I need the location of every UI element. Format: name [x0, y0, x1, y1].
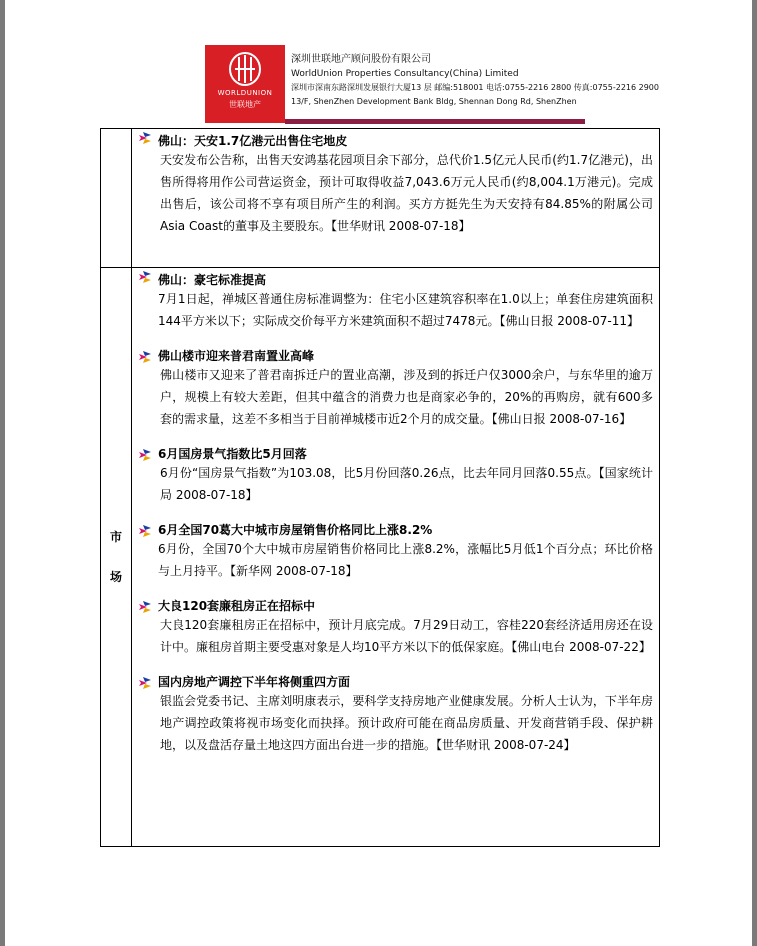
news-table [100, 128, 660, 847]
document-page [5, 0, 752, 946]
news-title: 佛山楼市迎来普君南置业高峰 [158, 349, 315, 363]
table-row [101, 129, 660, 268]
section-label-cell [101, 129, 132, 268]
arrow-bullet-icon [138, 448, 152, 462]
news-title: 6月国房景气指数比5月回落 [158, 447, 307, 461]
news-body: 6月份“国房景气指数”为103.08，比5月份回落0.26点，比去年同月回落0.55点。【国家统计局 2008-07-18】 [160, 466, 653, 502]
table-row [101, 268, 660, 847]
section-label-char: 市 [109, 530, 122, 544]
section-label-cell [101, 268, 132, 847]
news-body: 6月份，全国70个大中城市房屋销售价格同比上涨8.2%，涨幅比5月低1个百分点；环比价格与上月持平。【新华网 2008-07-18】 [158, 542, 653, 578]
news-title: 佛山：豪宅标准提高 [158, 273, 267, 287]
news-body: 佛山楼市又迎来了普君南拆迁户的置业高潮，涉及到的拆迁户仅3000余户，与东华里的逾万户，规模上有较大差距，但其中蕴含的消费力也是商家必争的，20%的再购房，就有600多套的需求量，这差不多相当于目前禅城楼市近2个月的成交量。【佛山日报 2008-07-16】 [160, 368, 653, 426]
section-items-cell [132, 129, 660, 268]
section-label-char: 场 [109, 570, 122, 584]
company-info [291, 53, 659, 109]
company-logo [205, 45, 285, 123]
news-title: 国内房地产调控下半年将侧重四方面 [158, 675, 351, 689]
company-address-en: 13/F, ShenZhen Development Bank Bldg, Shennan Dong Rd, ShenZhen [291, 97, 577, 106]
logo-chinese-text: 世联地产 [229, 100, 261, 109]
news-body: 天安发布公告称，出售天安鸿基花园项目余下部分，总代价1.5亿元人民币(约1.7亿港元)，出售所得将用作公司营运资金，预计可取得收益7,043.6万元人民币(约8,004.1万港元)。完成出售后，该公司将不享有项目所产生的利润。买方方挺先生为天安持有84.85%的附属公司Asia Coast的董事及主要股东。【世华财讯 2008-07-18】 [160, 153, 653, 233]
company-name-cn: 深圳世联地产顾问股份有限公司 [291, 54, 431, 65]
header-accent-bar [285, 119, 585, 124]
arrow-bullet-icon [138, 350, 152, 364]
company-name-en: WorldUnion Properties Consultancy(China) Limited [291, 69, 519, 79]
news-item [132, 129, 659, 245]
news-item [132, 658, 659, 770]
news-item [132, 582, 659, 658]
news-title: 6月全国70葛大中城市房屋销售价格同比上涨8.2% [158, 523, 433, 537]
arrow-bullet-icon [138, 600, 152, 614]
worldunion-logo-icon [225, 51, 265, 87]
arrow-bullet-icon [138, 676, 152, 690]
arrow-bullet-icon [138, 270, 152, 284]
news-body: 银监会党委书记、主席刘明康表示，要科学支持房地产业健康发展。分析人士认为，下半年房地产调控政策将视市场变化而抉择。预计政府可能在商品房质量、开发商营销手段、保护耕地，以及盘活存量土地这四方面出台进一步的措施。【世华财讯 2008-07-24】 [160, 694, 653, 752]
news-body: 7月1日起，禅城区普通住房标准调整为：住宅小区建筑容积率在1.0以上；单套住房建筑面积144平方米以下；实际成交价每平方米建筑面积不超过7478元。【佛山日报 2008-07-11】 [158, 292, 653, 328]
news-item [132, 332, 659, 430]
news-item [132, 268, 659, 332]
news-title: 佛山：天安1.7亿港元出售住宅地皮 [158, 134, 348, 148]
company-address-cn: 深圳市深南东路深圳发展银行大厦13 层 邮编:518001 电话:0755-2216 2800 传真:0755-2216 2900 [291, 83, 659, 92]
viewer-frame-right [752, 0, 757, 946]
logo-english-text: WORLDUNION [217, 89, 273, 97]
news-body: 大良120套廉租房正在招标中，预计月底完成。7月29日动工，容桂220套经济适用房还在设计中。廉租房首期主要受惠对象是人均10平方米以下的低保家庭。【佛山电台 2008-07-22】 [160, 618, 653, 654]
news-item [132, 430, 659, 506]
letterhead [205, 45, 659, 130]
arrow-bullet-icon [138, 131, 152, 145]
news-title: 大良120套廉租房正在招标中 [158, 599, 316, 613]
news-item [132, 506, 659, 582]
section-items-cell [132, 268, 660, 847]
arrow-bullet-icon [138, 524, 152, 538]
